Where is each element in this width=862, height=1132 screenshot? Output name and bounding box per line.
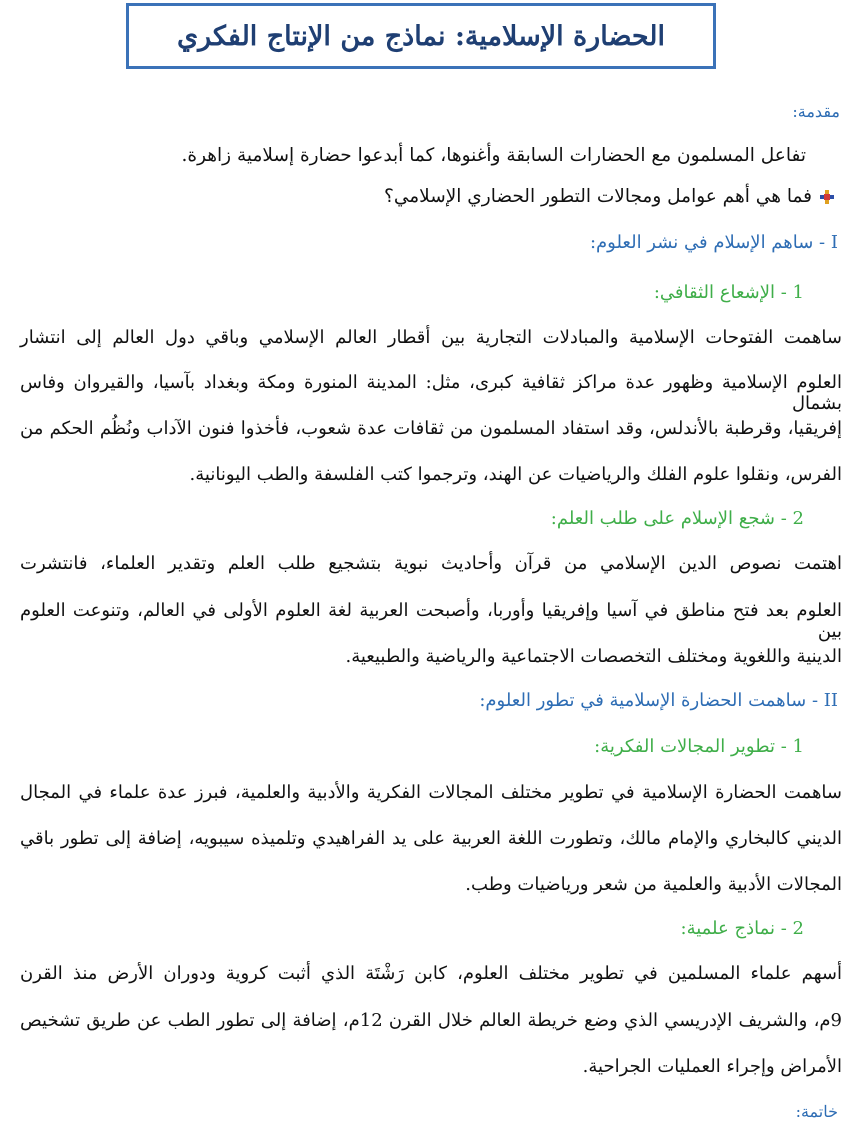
conclusion-heading: خاتمة: [795,1102,838,1121]
section1-sub1-line: العلوم الإسلامية وظهور عدة مراكز ثقافية كبرى، مثل: المدينة المنورة ومكة وبغداد بآسيا، والقيروان وفاس بشمال [20,372,842,414]
intro-question: فما هي أهم عوامل ومجالات التطور الحضاري الإسلامي؟ [384,186,812,207]
intro-heading: مقدمة: [792,102,840,121]
section1-sub1-line: الفرس، ونقلوا علوم الفلك والرياضيات عن الهند، وترجموا كتب الفلسفة والطب اليونانية. [189,464,842,485]
section1-sub2-heading: 2 - شجع الإسلام على طلب العلم: [550,508,804,529]
section2-sub2-line: الأمراض وإجراء العمليات الجراحية. [582,1056,842,1077]
section2-sub1-line: المجالات الأدبية والعلمية من شعر ورياضيات وطب. [465,874,842,895]
section2-heading: II - ساهمت الحضارة الإسلامية في تطور العلوم: [479,690,838,711]
section2-sub2-heading: 2 - نماذج علمية: [680,918,804,939]
section1-sub2-line: الدينية واللغوية ومختلف التخصصات الاجتماعية والرياضية والطبيعية. [345,646,842,667]
intro-question-row [384,186,834,207]
section1-heading: I - ساهم الإسلام في نشر العلوم: [589,232,838,253]
page-title: الحضارة الإسلامية: نماذج من الإنتاج الفكري [176,20,666,52]
section1-sub2-line: اهتمت نصوص الدين الإسلامي من قرآن وأحاديث نبوية بتشجيع طلب العلم وتقدير العلماء، فانتشرت [20,553,842,574]
section1-sub1-heading: 1 - الإشعاع الثقافي: [653,282,804,303]
intro-text: تفاعل المسلمون مع الحضارات السابقة وأغنوها، كما أبدعوا حضارة إسلامية زاهرة. [181,145,806,166]
section1-sub1-line: ساهمت الفتوحات الإسلامية والمبادلات التجارية بين أقطار العالم الإسلامي وباقي دول العالم إلى انتشار [20,327,842,348]
section1-sub2-line: العلوم بعد فتح مناطق في آسيا وإفريقيا وأوربا، وأصبحت العربية لغة العلوم الأولى في العالم، وتنوعت العلوم بين [20,600,842,642]
section2-sub1-line: ساهمت الحضارة الإسلامية في تطوير مختلف المجالات الفكرية والأدبية والعلمية، فبرز عدة علماء في المجال [20,782,842,803]
bullet-marker-icon [820,190,834,204]
section2-sub1-line: الديني كالبخاري والإمام مالك، وتطورت اللغة العربية على يد الفراهيدي وتلميذه سيبويه، إضافة إلى تطور باقي [20,828,842,849]
section2-sub1-heading: 1 - تطوير المجالات الفكرية: [594,736,804,757]
section2-sub2-line: 9م، والشريف الإدريسي الذي وضع خريطة العالم خلال القرن 12م، إضافة إلى تطور الطب عن طريق تشخيص [20,1010,842,1031]
title-box [126,3,716,69]
section2-sub2-line: أسهم علماء المسلمين في تطوير مختلف العلوم، كابن رَشْتَة الذي أثبت كروية ودوران الأرض منذ القرن [20,963,842,984]
section1-sub1-line: إفريقيا، وقرطبة بالأندلس، وقد استفاد المسلمون من ثقافات عدة شعوب، فأخذوا فنون الآداب ونُظُم الحكم من [20,418,842,439]
